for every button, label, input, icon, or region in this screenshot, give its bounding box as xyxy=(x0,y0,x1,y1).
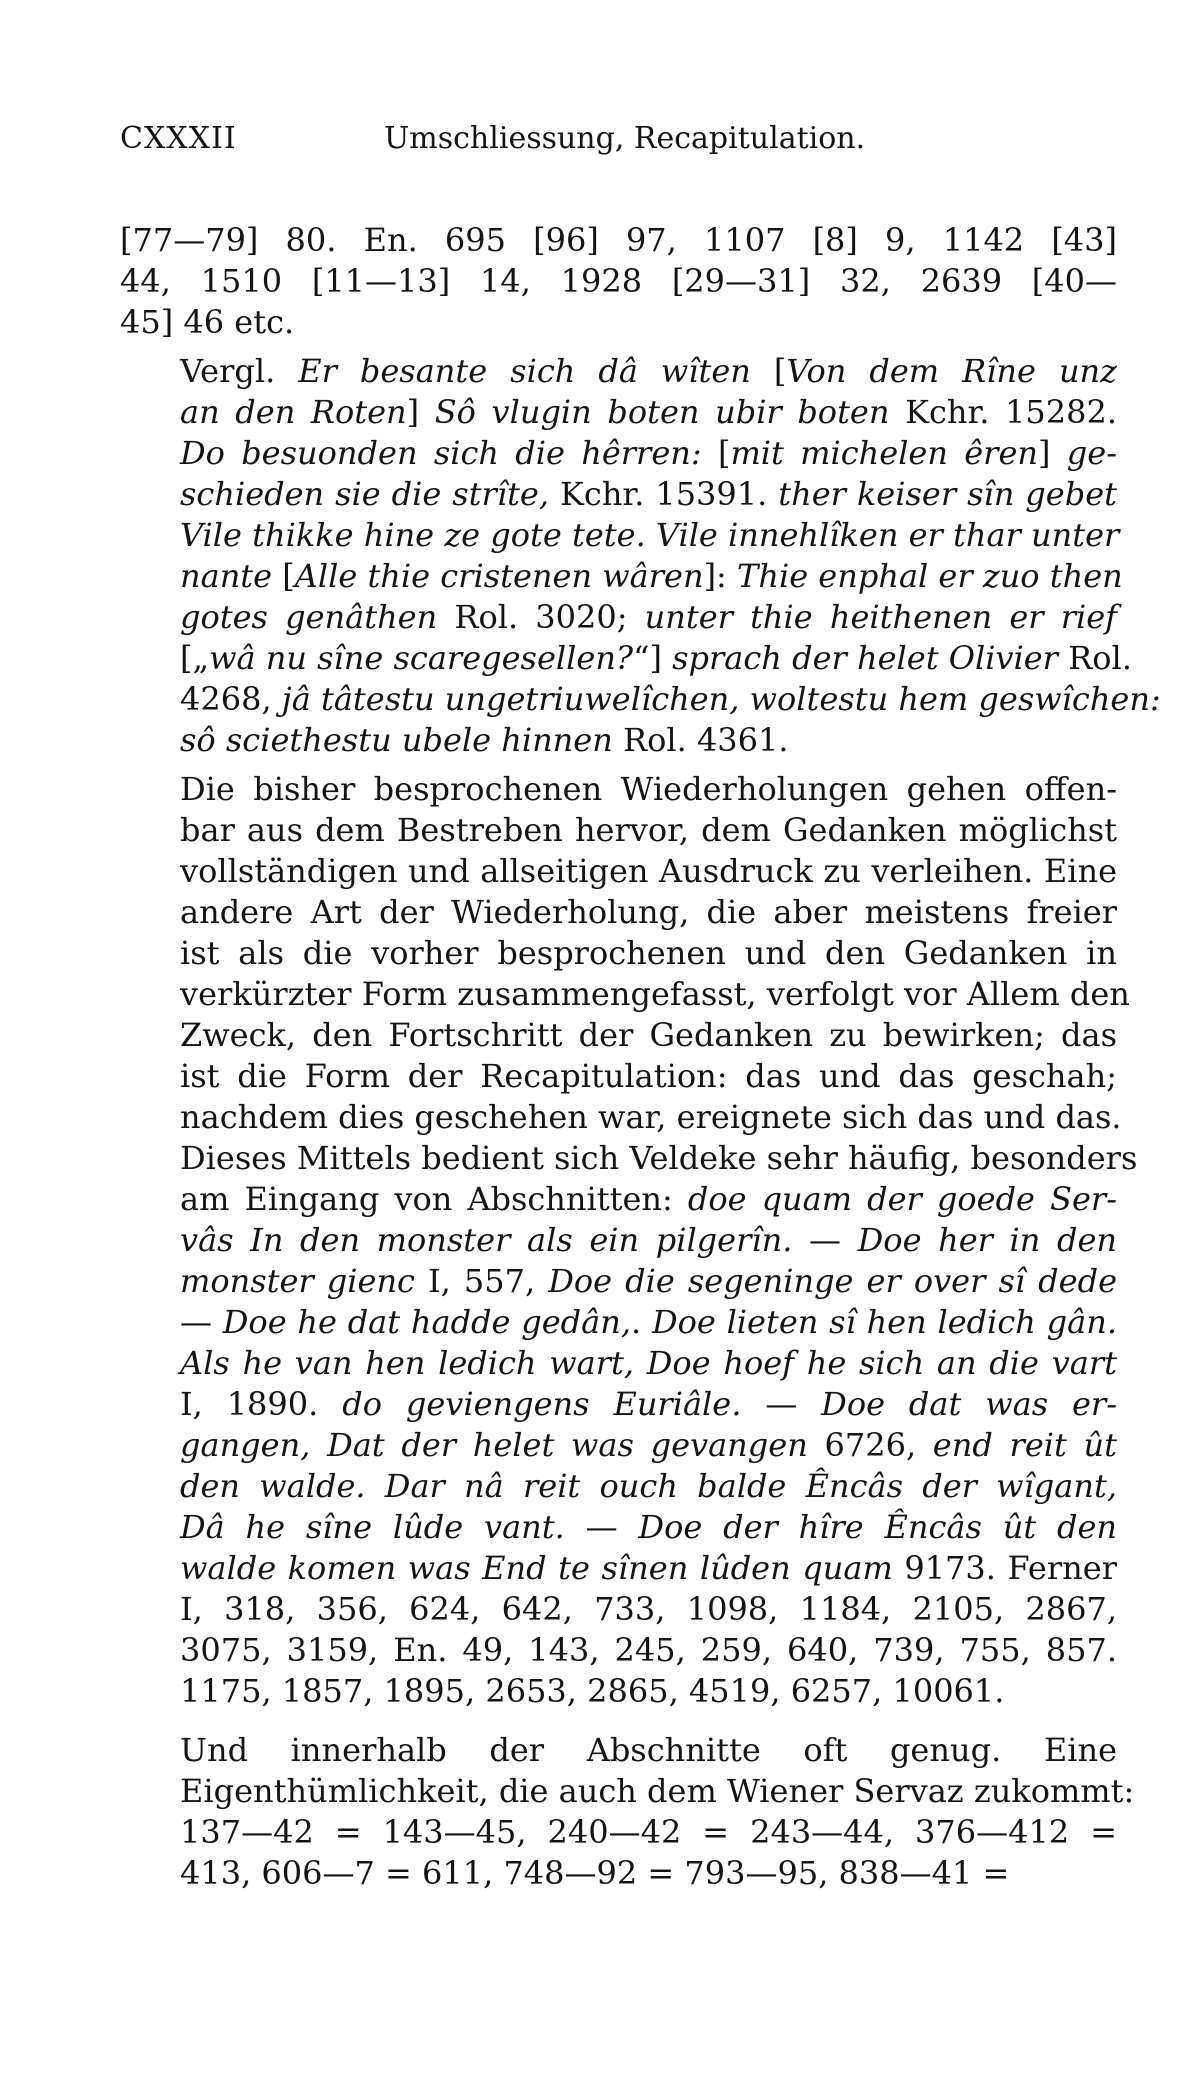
text-run: 6726, xyxy=(807,1426,933,1464)
text-line xyxy=(120,892,1117,933)
quoted-verse: Alle thie cristenen wâren xyxy=(294,557,704,595)
quoted-verse: schieden sie die strîte, xyxy=(180,475,550,513)
quoted-verse: Thie enphal er zuo then xyxy=(737,557,1123,595)
text-line xyxy=(120,1671,1117,1712)
text-line xyxy=(120,1853,1117,1894)
text-line xyxy=(120,1630,1117,1671)
quoted-verse: do geviengens Euriâle. xyxy=(342,1385,742,1423)
page xyxy=(120,118,1161,1894)
running-title: Umschliessung, Recapitulation. xyxy=(384,121,866,156)
text-run: I, 557, xyxy=(414,1262,549,1300)
quoted-verse: Dâ he sîne lûde vant. xyxy=(180,1508,565,1546)
text-run: “] xyxy=(633,639,673,677)
text-run: ist die Form der Recapitulation: das und das geschah; xyxy=(180,1057,1117,1095)
quoted-verse: gangen, Dat der helet was gevangen xyxy=(180,1426,808,1464)
text-run: I, 318, 356, 624, 642, 733, 1098, 1184, 2105, 2867, xyxy=(180,1590,1117,1628)
text-line xyxy=(120,1343,1117,1384)
quoted-verse: end reit ût xyxy=(932,1426,1117,1464)
text-line xyxy=(120,1220,1117,1261)
quoted-verse: Doe he dat hadde gedân, xyxy=(222,1303,632,1341)
quoted-verse: Von dem Rîne unz xyxy=(786,352,1118,390)
text-run: . xyxy=(631,1303,652,1341)
text-line xyxy=(120,474,1117,515)
text-line xyxy=(120,1771,1135,1812)
text-line xyxy=(120,1507,1117,1548)
quoted-verse: Doe die segeninge er over sî dede xyxy=(548,1262,1118,1300)
quoted-verse: nante xyxy=(180,557,273,595)
text-run: ] xyxy=(1038,434,1067,472)
text-line xyxy=(120,1261,1117,1302)
text-run: [ xyxy=(750,352,787,390)
quoted-verse: jâ tâtestu ungetriuwelîchen, woltestu hem geswîchen: xyxy=(281,680,1161,718)
quoted-verse: gotes genâthen xyxy=(180,598,438,636)
text-line xyxy=(120,679,1161,720)
text-line xyxy=(120,1384,1117,1425)
text-run: Rol. 4361. xyxy=(612,721,789,759)
text-line xyxy=(120,1548,1117,1589)
text-line xyxy=(120,1589,1117,1630)
text-run: Dieses Mittels bedient sich Veldeke sehr häufig, besonders xyxy=(180,1139,1138,1177)
text-line xyxy=(120,1138,1138,1179)
paragraph-servaz xyxy=(120,1730,1135,1894)
text-run: [ xyxy=(701,434,731,472)
quoted-verse: ther keiser sîn gebet xyxy=(778,475,1118,513)
quoted-verse: mit michelen êren xyxy=(730,434,1039,472)
text-run: — xyxy=(792,1221,858,1259)
text-line xyxy=(120,769,1117,810)
text-line xyxy=(120,220,1117,261)
text-run: 9173. Ferner xyxy=(892,1549,1118,1587)
running-header xyxy=(120,118,1117,158)
paragraph-recapitulation xyxy=(120,769,1138,1712)
text-run: 1175, 1857, 1895, 2653, 2865, 4519, 6257, 10061. xyxy=(180,1672,1005,1710)
quoted-verse: Doe der hîre Êncâs ût den xyxy=(638,1508,1118,1546)
text-line xyxy=(120,974,1130,1015)
quoted-verse: sprach der helet Olivier xyxy=(672,639,1058,677)
text-run: Kchr. 15282. xyxy=(889,393,1118,431)
text-line xyxy=(120,351,1117,392)
text-run: bar aus dem Bestreben hervor, dem Gedanken möglichst xyxy=(180,811,1117,849)
text-run: Eigenthümlichkeit, die auch dem Wiener Servaz zukommt: xyxy=(180,1772,1135,1810)
text-run: ist als die vorher besprochenen und den Gedanken in xyxy=(180,934,1117,972)
text-run: — xyxy=(741,1385,822,1423)
text-run: Und innerhalb der Abschnitte oft genug. Eine xyxy=(180,1731,1117,1769)
quoted-verse: monster gienc xyxy=(180,1262,415,1300)
text-run: andere Art der Wiederholung, die aber meistens freier xyxy=(180,893,1117,931)
quoted-verse: den walde. Dar nâ reit ouch balde Êncâs der wîgant, xyxy=(180,1467,1117,1505)
text-run: ]: xyxy=(703,557,737,595)
text-line xyxy=(120,556,1123,597)
text-line xyxy=(120,1179,1117,1220)
text-line xyxy=(120,261,1117,302)
paragraph-examples xyxy=(120,351,1161,761)
text-run: 4268, xyxy=(180,680,282,718)
text-line xyxy=(120,1015,1117,1056)
text-line xyxy=(120,720,1117,761)
text-line xyxy=(120,1097,1122,1138)
text-line xyxy=(120,851,1117,892)
text-run: verkürzter Form zusammengefasst, verfolgt vor Allem den xyxy=(180,975,1130,1013)
page-number: CXXXII xyxy=(120,121,237,156)
quoted-verse: Vile thikke hine ze gote tete. Vile innehlîken er thar unter xyxy=(180,516,1120,554)
text-line xyxy=(120,1812,1117,1853)
text-run: [77—79] 80. En. 695 [96] 97, 1107 [8] 9, 1142 [43] xyxy=(120,221,1117,259)
text-line xyxy=(120,810,1117,851)
text-run: 137—42 = 143—45, 240—42 = 243—44, 376—412 = xyxy=(180,1813,1117,1851)
text-run: Zweck, den Fortschritt der Gedanken zu bewirken; das xyxy=(180,1016,1117,1054)
text-run: [ xyxy=(272,557,295,595)
text-run: Rol. xyxy=(1057,639,1132,677)
text-line xyxy=(120,597,1117,638)
text-run: 45] 46 etc. xyxy=(120,303,295,341)
text-line xyxy=(120,1302,1117,1343)
quoted-verse: vâs In den monster als ein pilgerîn. xyxy=(180,1221,793,1259)
text-run: Kchr. 15391. xyxy=(549,475,779,513)
paragraph-references xyxy=(120,220,1117,343)
text-run: I, 1890. xyxy=(180,1385,343,1423)
quoted-verse: sô sciethestu ubele hinnen xyxy=(180,721,613,759)
quoted-verse: Als he van hen ledich wart, Doe hoef he sich an die vart xyxy=(180,1344,1117,1382)
quoted-verse: Do besuonden sich die hêrren: xyxy=(180,434,702,472)
text-run: — xyxy=(564,1508,639,1546)
text-run: vollständigen und allseitigen Ausdruck zu verleihen. Eine xyxy=(180,852,1117,890)
quoted-verse: Doe dat was er- xyxy=(821,1385,1118,1423)
text-line xyxy=(120,933,1117,974)
text-run: am Eingang von Abschnitten: xyxy=(180,1180,688,1218)
quoted-verse: ge- xyxy=(1066,434,1118,472)
text-run: Rol. 3020; xyxy=(437,598,645,636)
text-run: [„ xyxy=(180,639,210,677)
quoted-verse: Sô vlugin boten ubir boten xyxy=(434,393,890,431)
quoted-verse: Er besante sich dâ wîten xyxy=(298,352,751,390)
text-run: Die bisher besprochenen Wiederholungen gehen offen- xyxy=(180,770,1117,808)
quoted-verse: unter thie heithenen er rief xyxy=(644,598,1118,636)
text-line xyxy=(120,1056,1117,1097)
text-run: nachdem dies geschehen war, ereignete sich das und das. xyxy=(180,1098,1122,1136)
quoted-verse: Doe her in den xyxy=(857,1221,1118,1259)
text-line xyxy=(120,302,1117,343)
text-run: 413, 606—7 = 611, 748—92 = 793—95, 838—41 = xyxy=(180,1854,1010,1892)
quoted-verse: doe quam der goede Ser- xyxy=(687,1180,1118,1218)
text-run: Vergl. xyxy=(180,352,299,390)
text-line xyxy=(120,433,1117,474)
text-line xyxy=(120,1466,1117,1507)
text-run: ] xyxy=(406,393,435,431)
text-run: 3075, 3159, En. 49, 143, 245, 259, 640, 739, 755, 857. xyxy=(180,1631,1117,1669)
text-line xyxy=(120,515,1120,556)
quoted-verse: Doe lieten sî hen ledich gân. xyxy=(651,1303,1118,1341)
quoted-verse: an den Roten xyxy=(180,393,407,431)
text-run: — xyxy=(180,1303,223,1341)
text-line xyxy=(120,1425,1117,1466)
text-line xyxy=(120,1730,1117,1771)
quoted-verse: walde komen was End te sînen lûden quam xyxy=(180,1549,893,1587)
text-line xyxy=(120,392,1117,433)
quoted-verse: wâ nu sîne scaregesellen? xyxy=(209,639,634,677)
text-run: 44, 1510 [11—13] 14, 1928 [29—31] 32, 2639 [40— xyxy=(120,262,1117,300)
text-line xyxy=(120,638,1132,679)
